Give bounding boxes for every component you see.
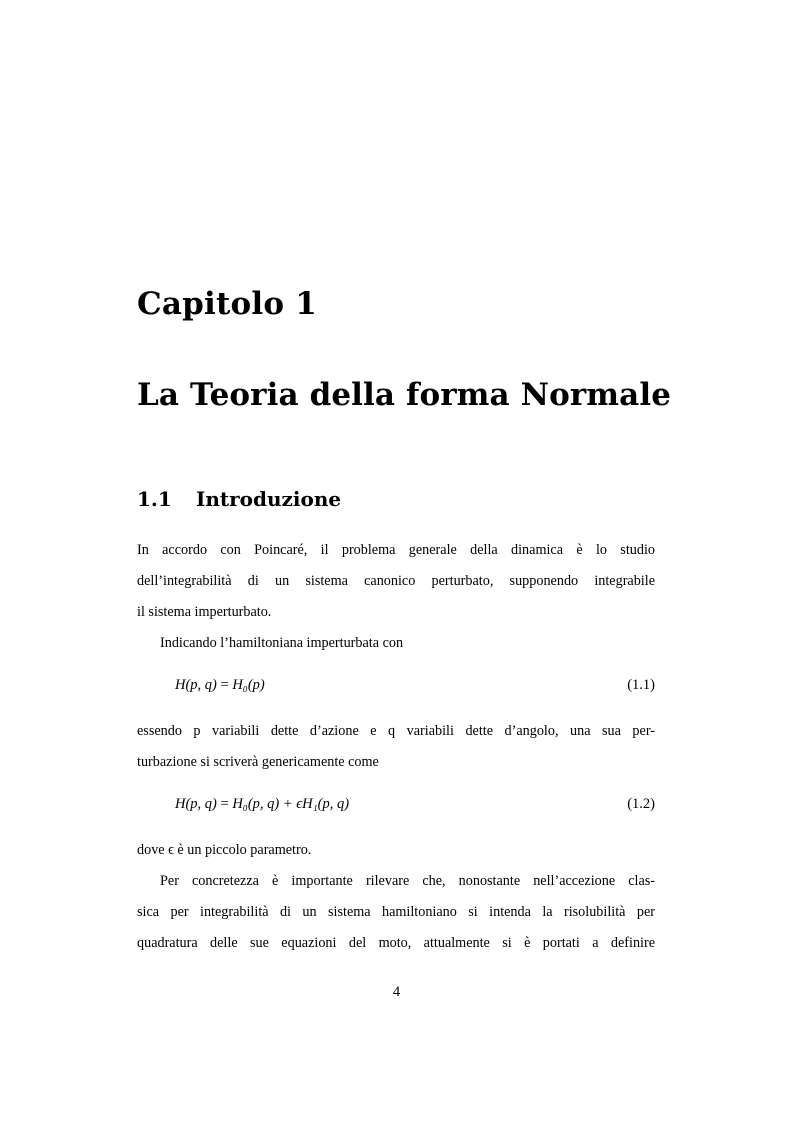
equation-lhs: H(p, q) bbox=[175, 677, 217, 693]
section-heading bbox=[137, 487, 341, 511]
page-number: 4 bbox=[392, 984, 401, 1000]
chapter-label: Capitolo 1 bbox=[137, 286, 318, 322]
paragraph-line: Indicando l’hamiltoniana imperturbata con bbox=[160, 635, 404, 651]
equation-number: (1.1) bbox=[627, 677, 655, 693]
paragraph-line: dove ϵ è un piccolo parametro. bbox=[137, 842, 312, 858]
paragraph-line: dell’integrabilità di un sistema canonico perturbato, supponendo integrabile bbox=[137, 573, 655, 589]
paragraph-line: turbazione si scriverà genericamente come bbox=[137, 754, 379, 770]
equation-lhs: H(p, q) bbox=[175, 796, 217, 812]
paragraph-line: il sistema imperturbato. bbox=[137, 604, 272, 620]
equation-1-1 bbox=[175, 677, 265, 694]
equation-relation: = bbox=[220, 677, 229, 693]
equation-number: (1.2) bbox=[627, 796, 655, 812]
chapter-title: La Teoria della forma Normale bbox=[137, 377, 672, 413]
section-title: Introduzione bbox=[196, 487, 342, 511]
paragraph-line: Per concretezza è importante rilevare che, nonostante nell’accezione clas- bbox=[160, 873, 655, 889]
section-number: 1.1 bbox=[137, 487, 172, 511]
equation-1-2 bbox=[175, 796, 349, 813]
paragraph-line: In accordo con Poincaré, il problema generale della dinamica è lo studio bbox=[137, 542, 655, 558]
equation-rhs: H₀(p) bbox=[232, 677, 265, 693]
equation-rhs: H₀(p, q) + ϵH₁(p, q) bbox=[232, 796, 350, 812]
paragraph-line: essendo p variabili dette d’azione e q variabili dette d’angolo, una sua per- bbox=[137, 723, 655, 739]
equation-relation: = bbox=[220, 796, 229, 812]
paragraph-line: sica per integrabilità di un sistema hamiltoniano si intenda la risolubilità per bbox=[137, 904, 655, 920]
paragraph-line: quadratura delle sue equazioni del moto, attualmente si è portati a definire bbox=[137, 935, 655, 951]
